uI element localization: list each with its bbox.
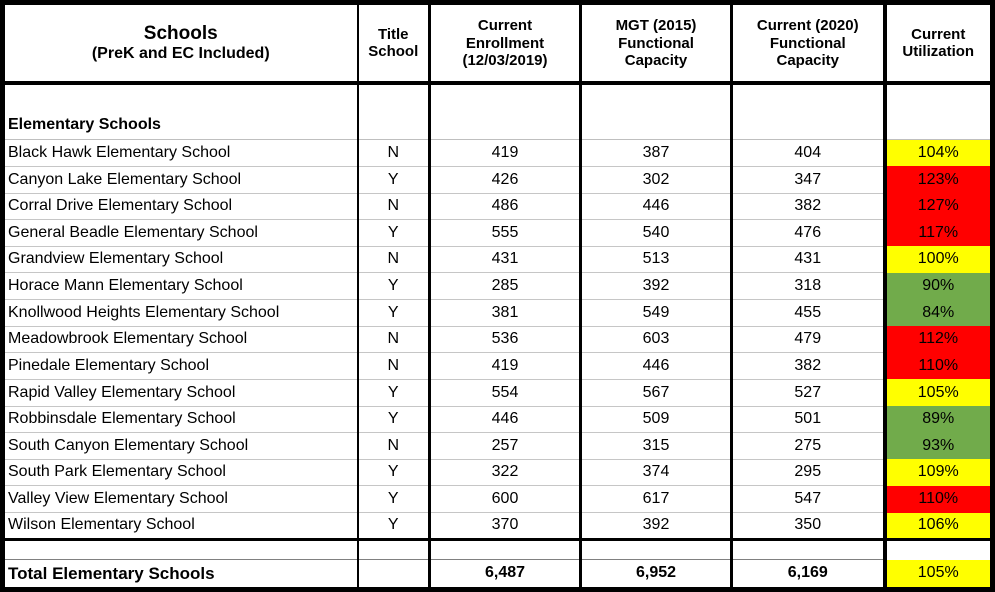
mgt-header-line1: MGT (2015): [615, 17, 697, 35]
current-capacity-cell: 455: [732, 300, 885, 327]
column-header-current-utilization: [885, 3, 993, 84]
title-school-cell: N: [358, 326, 430, 353]
column-header-current-enrollment: [430, 3, 581, 84]
school-name-cell: Grandview Elementary School: [3, 246, 358, 273]
mgt-capacity-cell: 617: [581, 486, 732, 513]
title-school-cell: Y: [358, 379, 430, 406]
school-name-cell: Pinedale Elementary School: [3, 353, 358, 380]
school-name-cell: Robbinsdale Elementary School: [3, 406, 358, 433]
enrollment-cell: 426: [430, 166, 581, 193]
enrollment-cell: 431: [430, 246, 581, 273]
total-label: Total Elementary Schools: [3, 560, 358, 590]
utilization-cell: 117%: [885, 220, 993, 247]
mgt-capacity-cell: 315: [581, 433, 732, 460]
schools-header-line1: Schools: [143, 23, 218, 45]
table-row: [3, 353, 993, 380]
current-capacity-cell: 295: [732, 459, 885, 486]
blank-cell: [430, 83, 581, 111]
current-capacity-cell: 479: [732, 326, 885, 353]
enrollment-cell: 554: [430, 379, 581, 406]
mgt-capacity-cell: 392: [581, 273, 732, 300]
title-school-header-line1: Title: [377, 25, 409, 43]
table-row: [3, 379, 993, 406]
table-row: [3, 433, 993, 460]
current-capacity-header-line3: Capacity: [776, 51, 840, 69]
blank-cell: [581, 83, 732, 111]
current-capacity-cell: 527: [732, 379, 885, 406]
current-capacity-cell: 382: [732, 353, 885, 380]
mgt-header-line3: Capacity: [624, 51, 688, 69]
utilization-cell: 84%: [885, 300, 993, 327]
utilization-cell: 89%: [885, 406, 993, 433]
utilization-cell: 110%: [885, 353, 993, 380]
title-school-cell: Y: [358, 486, 430, 513]
current-capacity-cell: 382: [732, 193, 885, 220]
column-header-mgt-2015-capacity: [581, 3, 732, 84]
school-rows-container: [3, 140, 993, 540]
utilization-header-line1: Current: [911, 25, 966, 43]
utilization-cell: 112%: [885, 326, 993, 353]
total-utilization-cell: 105%: [885, 560, 993, 590]
blank-row-bottom: [3, 539, 993, 559]
enrollment-cell: 381: [430, 300, 581, 327]
school-name-cell: Meadowbrook Elementary School: [3, 326, 358, 353]
enrollment-cell: 419: [430, 140, 581, 167]
table-row: [3, 220, 993, 247]
blank-cell: [358, 111, 430, 140]
enrollment-header-line2: Enrollment: [465, 34, 545, 52]
schools-header-line2: (PreK and EC Included): [91, 44, 270, 62]
table-row: [3, 326, 993, 353]
blank-cell: [430, 111, 581, 140]
table-header-row: [3, 3, 993, 84]
total-enrollment-cell: 6,487: [430, 560, 581, 590]
column-header-title-school: [358, 3, 430, 84]
utilization-cell: 110%: [885, 486, 993, 513]
group-header-row: [3, 111, 993, 140]
table-row: [3, 166, 993, 193]
mgt-capacity-cell: 540: [581, 220, 732, 247]
table-row: [3, 273, 993, 300]
table-row: [3, 246, 993, 273]
mgt-capacity-cell: 302: [581, 166, 732, 193]
school-name-cell: Corral Drive Elementary School: [3, 193, 358, 220]
blank-cell: [581, 111, 732, 140]
blank-cell: [358, 83, 430, 111]
school-name-cell: Valley View Elementary School: [3, 486, 358, 513]
school-name-cell: Canyon Lake Elementary School: [3, 166, 358, 193]
mgt-capacity-cell: 509: [581, 406, 732, 433]
table-row: [3, 140, 993, 167]
blank-cell: [732, 539, 885, 559]
title-school-cell: Y: [358, 166, 430, 193]
current-capacity-cell: 350: [732, 513, 885, 540]
table-row: [3, 193, 993, 220]
mgt-capacity-cell: 513: [581, 246, 732, 273]
enrollment-cell: 600: [430, 486, 581, 513]
current-capacity-cell: 501: [732, 406, 885, 433]
school-name-cell: Horace Mann Elementary School: [3, 273, 358, 300]
current-capacity-cell: 476: [732, 220, 885, 247]
title-school-cell: Y: [358, 273, 430, 300]
mgt-capacity-cell: 392: [581, 513, 732, 540]
current-capacity-header-line2: Functional: [769, 34, 846, 52]
mgt-capacity-cell: 387: [581, 140, 732, 167]
school-name-cell: South Canyon Elementary School: [3, 433, 358, 460]
utilization-cell: 104%: [885, 140, 993, 167]
total-title-cell: [358, 560, 430, 590]
title-school-cell: N: [358, 353, 430, 380]
school-name-cell: Knollwood Heights Elementary School: [3, 300, 358, 327]
school-name-cell: General Beadle Elementary School: [3, 220, 358, 247]
table-row: [3, 513, 993, 540]
title-school-cell: Y: [358, 220, 430, 247]
title-school-cell: N: [358, 140, 430, 167]
mgt-capacity-cell: 446: [581, 193, 732, 220]
blank-cell: [885, 111, 993, 140]
utilization-cell: 123%: [885, 166, 993, 193]
school-name-cell: South Park Elementary School: [3, 459, 358, 486]
blank-cell: [3, 539, 358, 559]
group-label-elementary-schools: Elementary Schools: [3, 111, 358, 140]
mgt-capacity-cell: 549: [581, 300, 732, 327]
enrollment-cell: 419: [430, 353, 581, 380]
title-school-cell: Y: [358, 459, 430, 486]
utilization-cell: 100%: [885, 246, 993, 273]
school-name-cell: Black Hawk Elementary School: [3, 140, 358, 167]
enrollment-header-line3: (12/03/2019): [462, 51, 548, 69]
utilization-cell: 90%: [885, 273, 993, 300]
utilization-cell: 105%: [885, 379, 993, 406]
enrollment-header-line1: Current: [477, 17, 533, 35]
enrollment-cell: 536: [430, 326, 581, 353]
blank-cell: [885, 539, 993, 559]
blank-cell: [732, 111, 885, 140]
current-capacity-cell: 404: [732, 140, 885, 167]
title-school-cell: Y: [358, 513, 430, 540]
blank-cell: [3, 83, 358, 111]
title-school-cell: Y: [358, 406, 430, 433]
title-school-cell: N: [358, 433, 430, 460]
mgt-capacity-cell: 567: [581, 379, 732, 406]
current-capacity-cell: 318: [732, 273, 885, 300]
mgt-header-line2: Functional: [618, 34, 694, 52]
column-header-schools: [3, 3, 358, 84]
blank-cell: [358, 539, 430, 559]
utilization-cell: 106%: [885, 513, 993, 540]
current-capacity-header-line1: Current (2020): [756, 17, 859, 35]
current-capacity-cell: 547: [732, 486, 885, 513]
total-mgt-capacity-cell: 6,952: [581, 560, 732, 590]
title-school-cell: Y: [358, 300, 430, 327]
blank-cell: [581, 539, 732, 559]
title-school-cell: N: [358, 193, 430, 220]
blank-row-top: [3, 83, 993, 111]
enrollment-cell: 370: [430, 513, 581, 540]
table-row: [3, 300, 993, 327]
utilization-cell: 93%: [885, 433, 993, 460]
utilization-cell: 109%: [885, 459, 993, 486]
enrollment-cell: 446: [430, 406, 581, 433]
table-row: [3, 459, 993, 486]
blank-cell: [430, 539, 581, 559]
school-name-cell: Rapid Valley Elementary School: [3, 379, 358, 406]
enrollment-cell: 322: [430, 459, 581, 486]
mgt-capacity-cell: 374: [581, 459, 732, 486]
enrollment-cell: 257: [430, 433, 581, 460]
current-capacity-cell: 347: [732, 166, 885, 193]
title-school-cell: N: [358, 246, 430, 273]
utilization-cell: 127%: [885, 193, 993, 220]
title-school-header-line2: School: [368, 43, 419, 61]
mgt-capacity-cell: 603: [581, 326, 732, 353]
blank-cell: [732, 83, 885, 111]
enrollment-cell: 285: [430, 273, 581, 300]
total-row: [3, 560, 993, 590]
utilization-header-line2: Utilization: [902, 43, 975, 61]
table-row: [3, 406, 993, 433]
enrollment-cell: 486: [430, 193, 581, 220]
table-row: [3, 486, 993, 513]
total-current-capacity-cell: 6,169: [732, 560, 885, 590]
mgt-capacity-cell: 446: [581, 353, 732, 380]
enrollment-cell: 555: [430, 220, 581, 247]
blank-cell: [885, 83, 993, 111]
current-capacity-cell: 431: [732, 246, 885, 273]
current-capacity-cell: 275: [732, 433, 885, 460]
school-name-cell: Wilson Elementary School: [3, 513, 358, 540]
column-header-current-2020-capacity: [732, 3, 885, 84]
